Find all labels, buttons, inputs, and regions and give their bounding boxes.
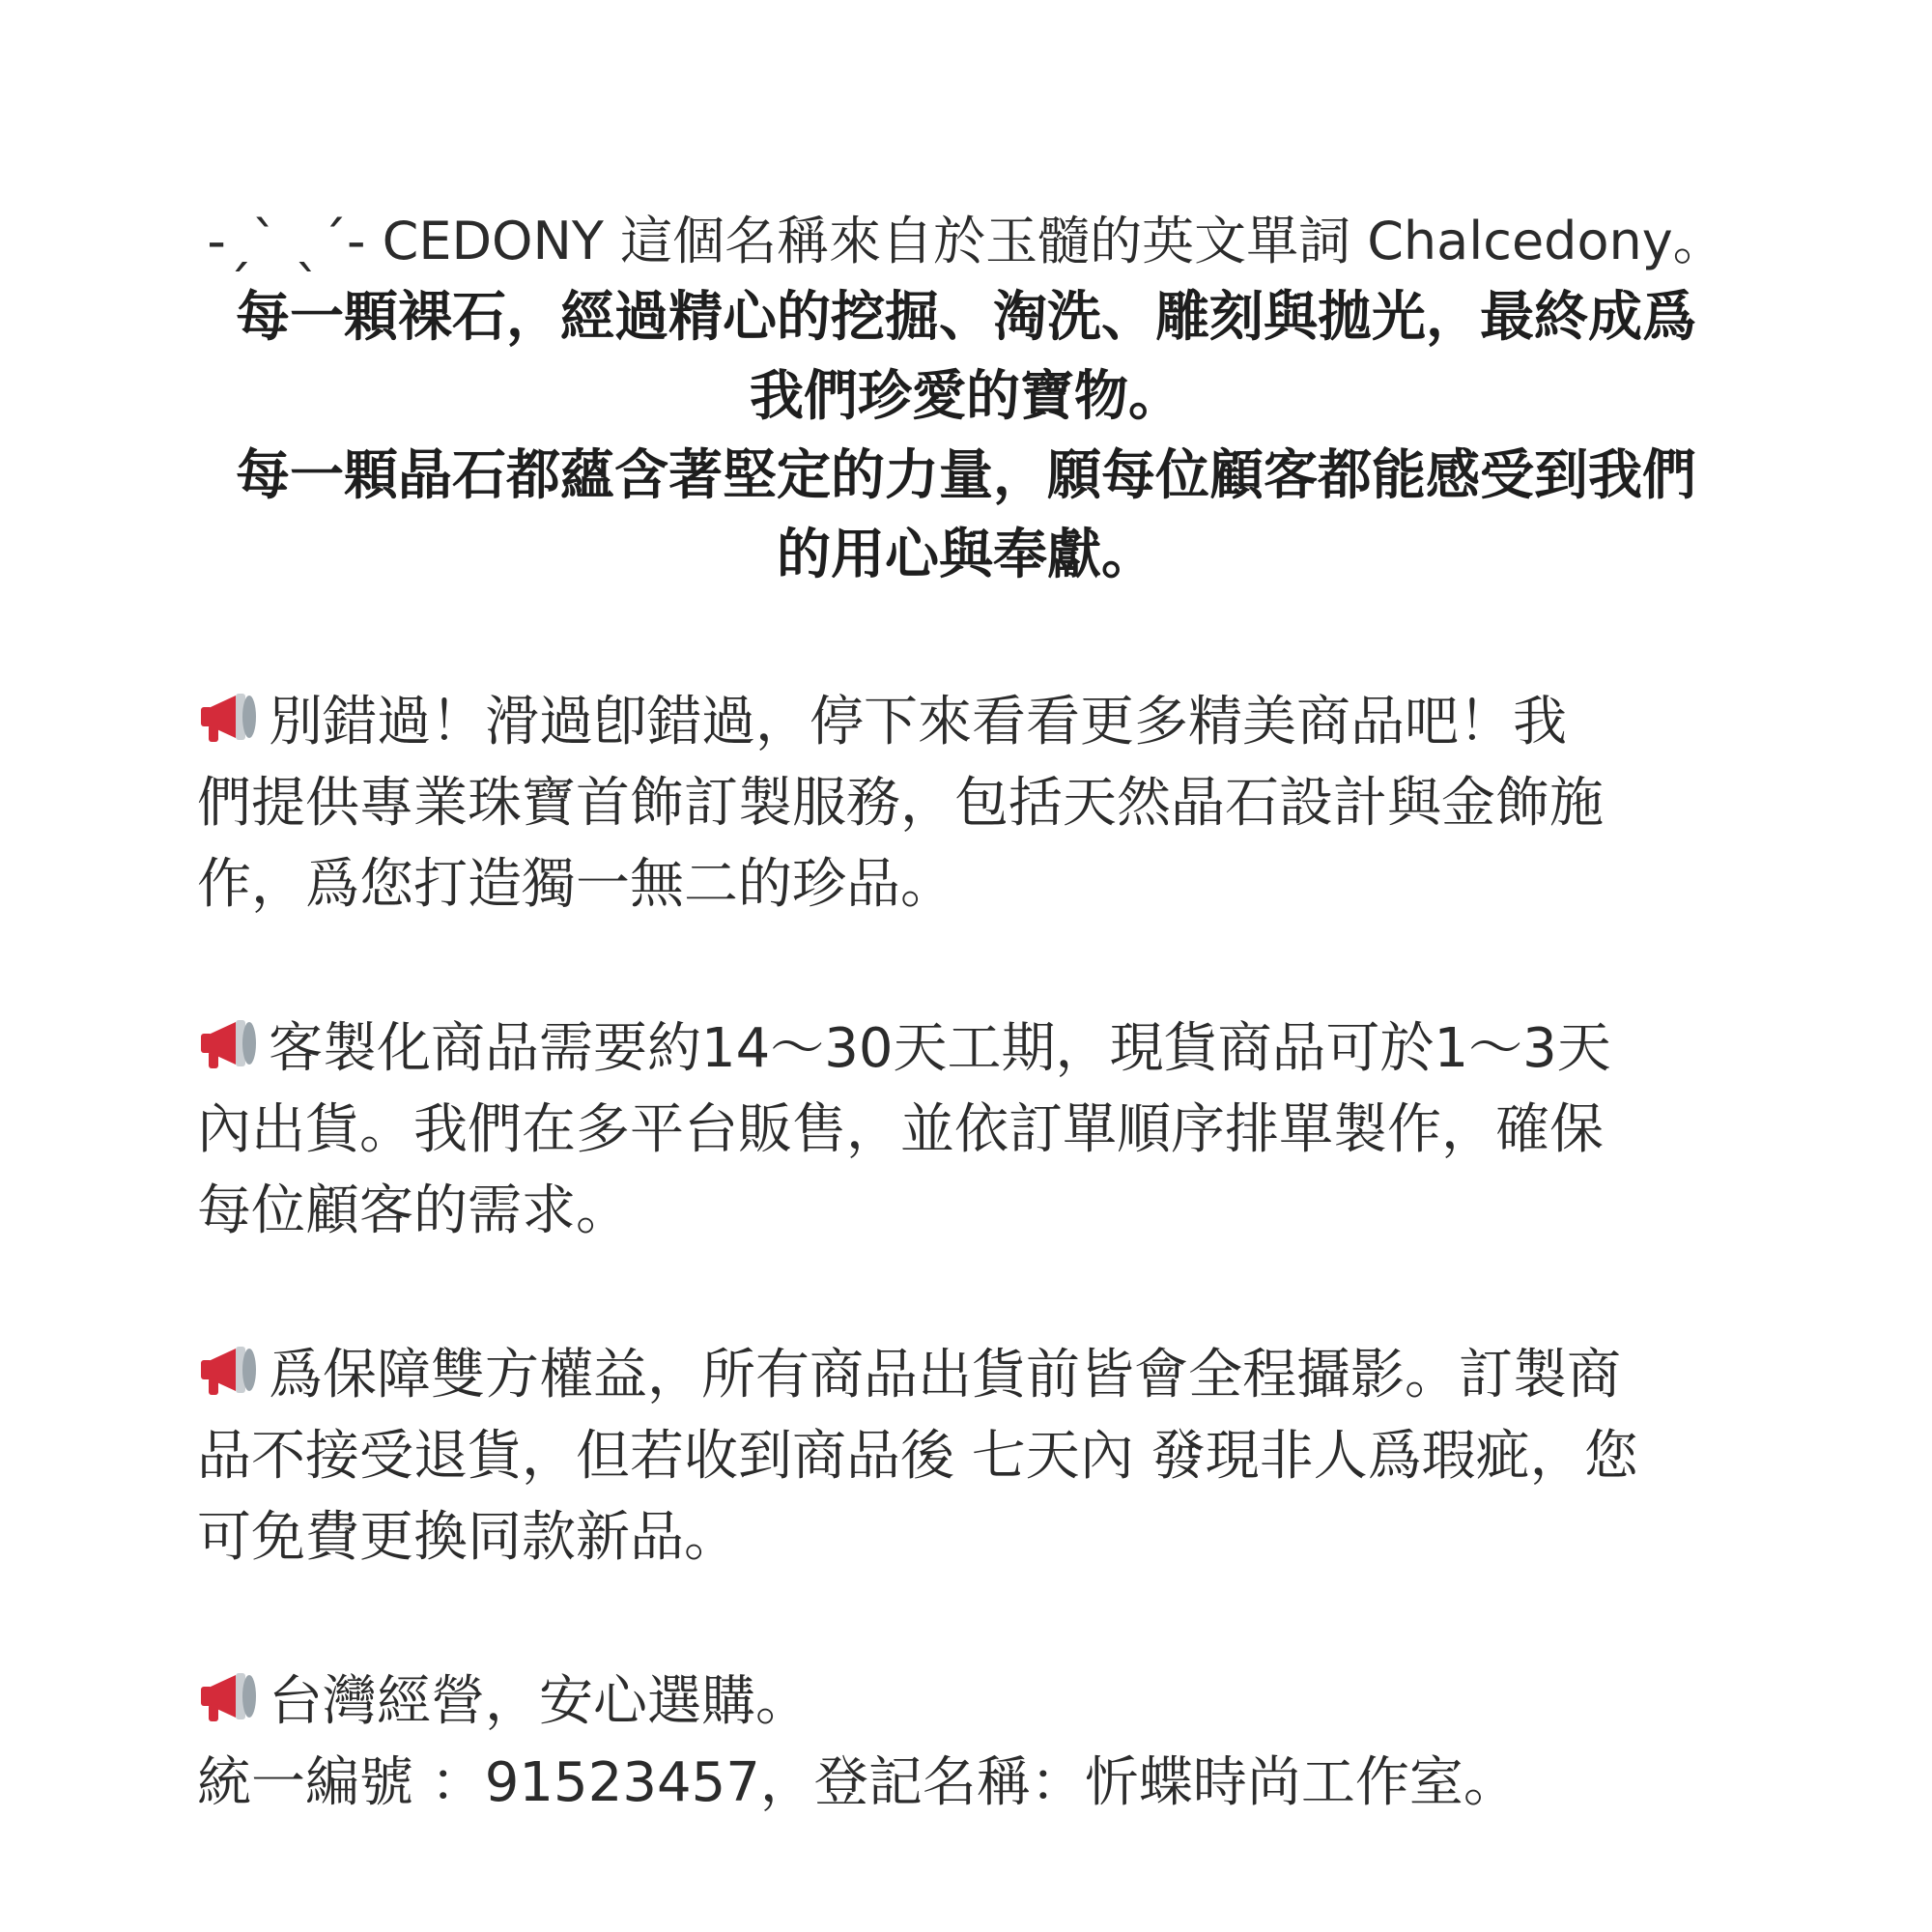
megaphone-icon <box>197 1669 261 1725</box>
notice-3-line-1: 爲保障雙方權益，所有商品出貨前皆會全程攝影。訂製商 <box>269 1344 1621 1406</box>
notice-2-line-1: 客製化商品需要約14～30天工期，現貨商品可於1～3天 <box>269 1017 1611 1080</box>
intro-bold-line-3: 每一顆晶石都蘊含著堅定的力量，願每位顧客都能感受到我們 <box>236 444 1696 507</box>
megaphone-icon <box>197 1343 261 1399</box>
notice-business-info <box>197 1662 1743 1824</box>
notice-2-line-2: 內出貨。我們在多平台販售，並依訂單順序排單製作，確保 <box>197 1098 1604 1161</box>
megaphone-icon <box>197 1016 261 1072</box>
notice-1-line-3: 作，爲您打造獨一無二的珍品。 <box>197 853 954 916</box>
intro-bold-line-4: 的用心與奉獻。 <box>777 524 1155 586</box>
notice-1-line-2: 們提供專業珠寶首飾訂製服務，包括天然晶石設計與金飾施 <box>197 772 1604 835</box>
business-registration: 統一編號 ：91523457，登記名稱：忻蝶時尚工作室。 <box>197 1751 1518 1814</box>
intro-bold-line-1: 每一顆裸石，經過精心的挖掘、淘洗、雕刻與拋光，最終成爲 <box>236 286 1696 349</box>
notice-2-line-3: 每位顧客的需求。 <box>197 1179 630 1242</box>
notice-3-line-3: 可免費更換同款新品。 <box>197 1506 738 1569</box>
notice-lead-time <box>197 1009 1743 1252</box>
notice-3-line-2: 品不接受退貨，但若收到商品後 七天內 發現非人爲瑕疵，您 <box>197 1425 1638 1488</box>
notice-return-policy <box>197 1335 1743 1578</box>
intro-bold-line-2: 我們珍愛的寶物。 <box>750 365 1182 428</box>
brand-tagline: -ˏˋ ˎˊ- CEDONY 這個名稱來自於玉髓的英文單詞 Chalcedony。 <box>207 211 1725 271</box>
notice-4-line-1: 台灣經營，安心選購。 <box>269 1670 810 1733</box>
intro-block <box>193 205 1739 595</box>
notice-dont-miss <box>197 682 1743 925</box>
notice-1-line-1: 別錯過！滑過卽錯過，停下來看看更多精美商品吧！我 <box>269 691 1567 753</box>
megaphone-icon <box>197 690 261 746</box>
